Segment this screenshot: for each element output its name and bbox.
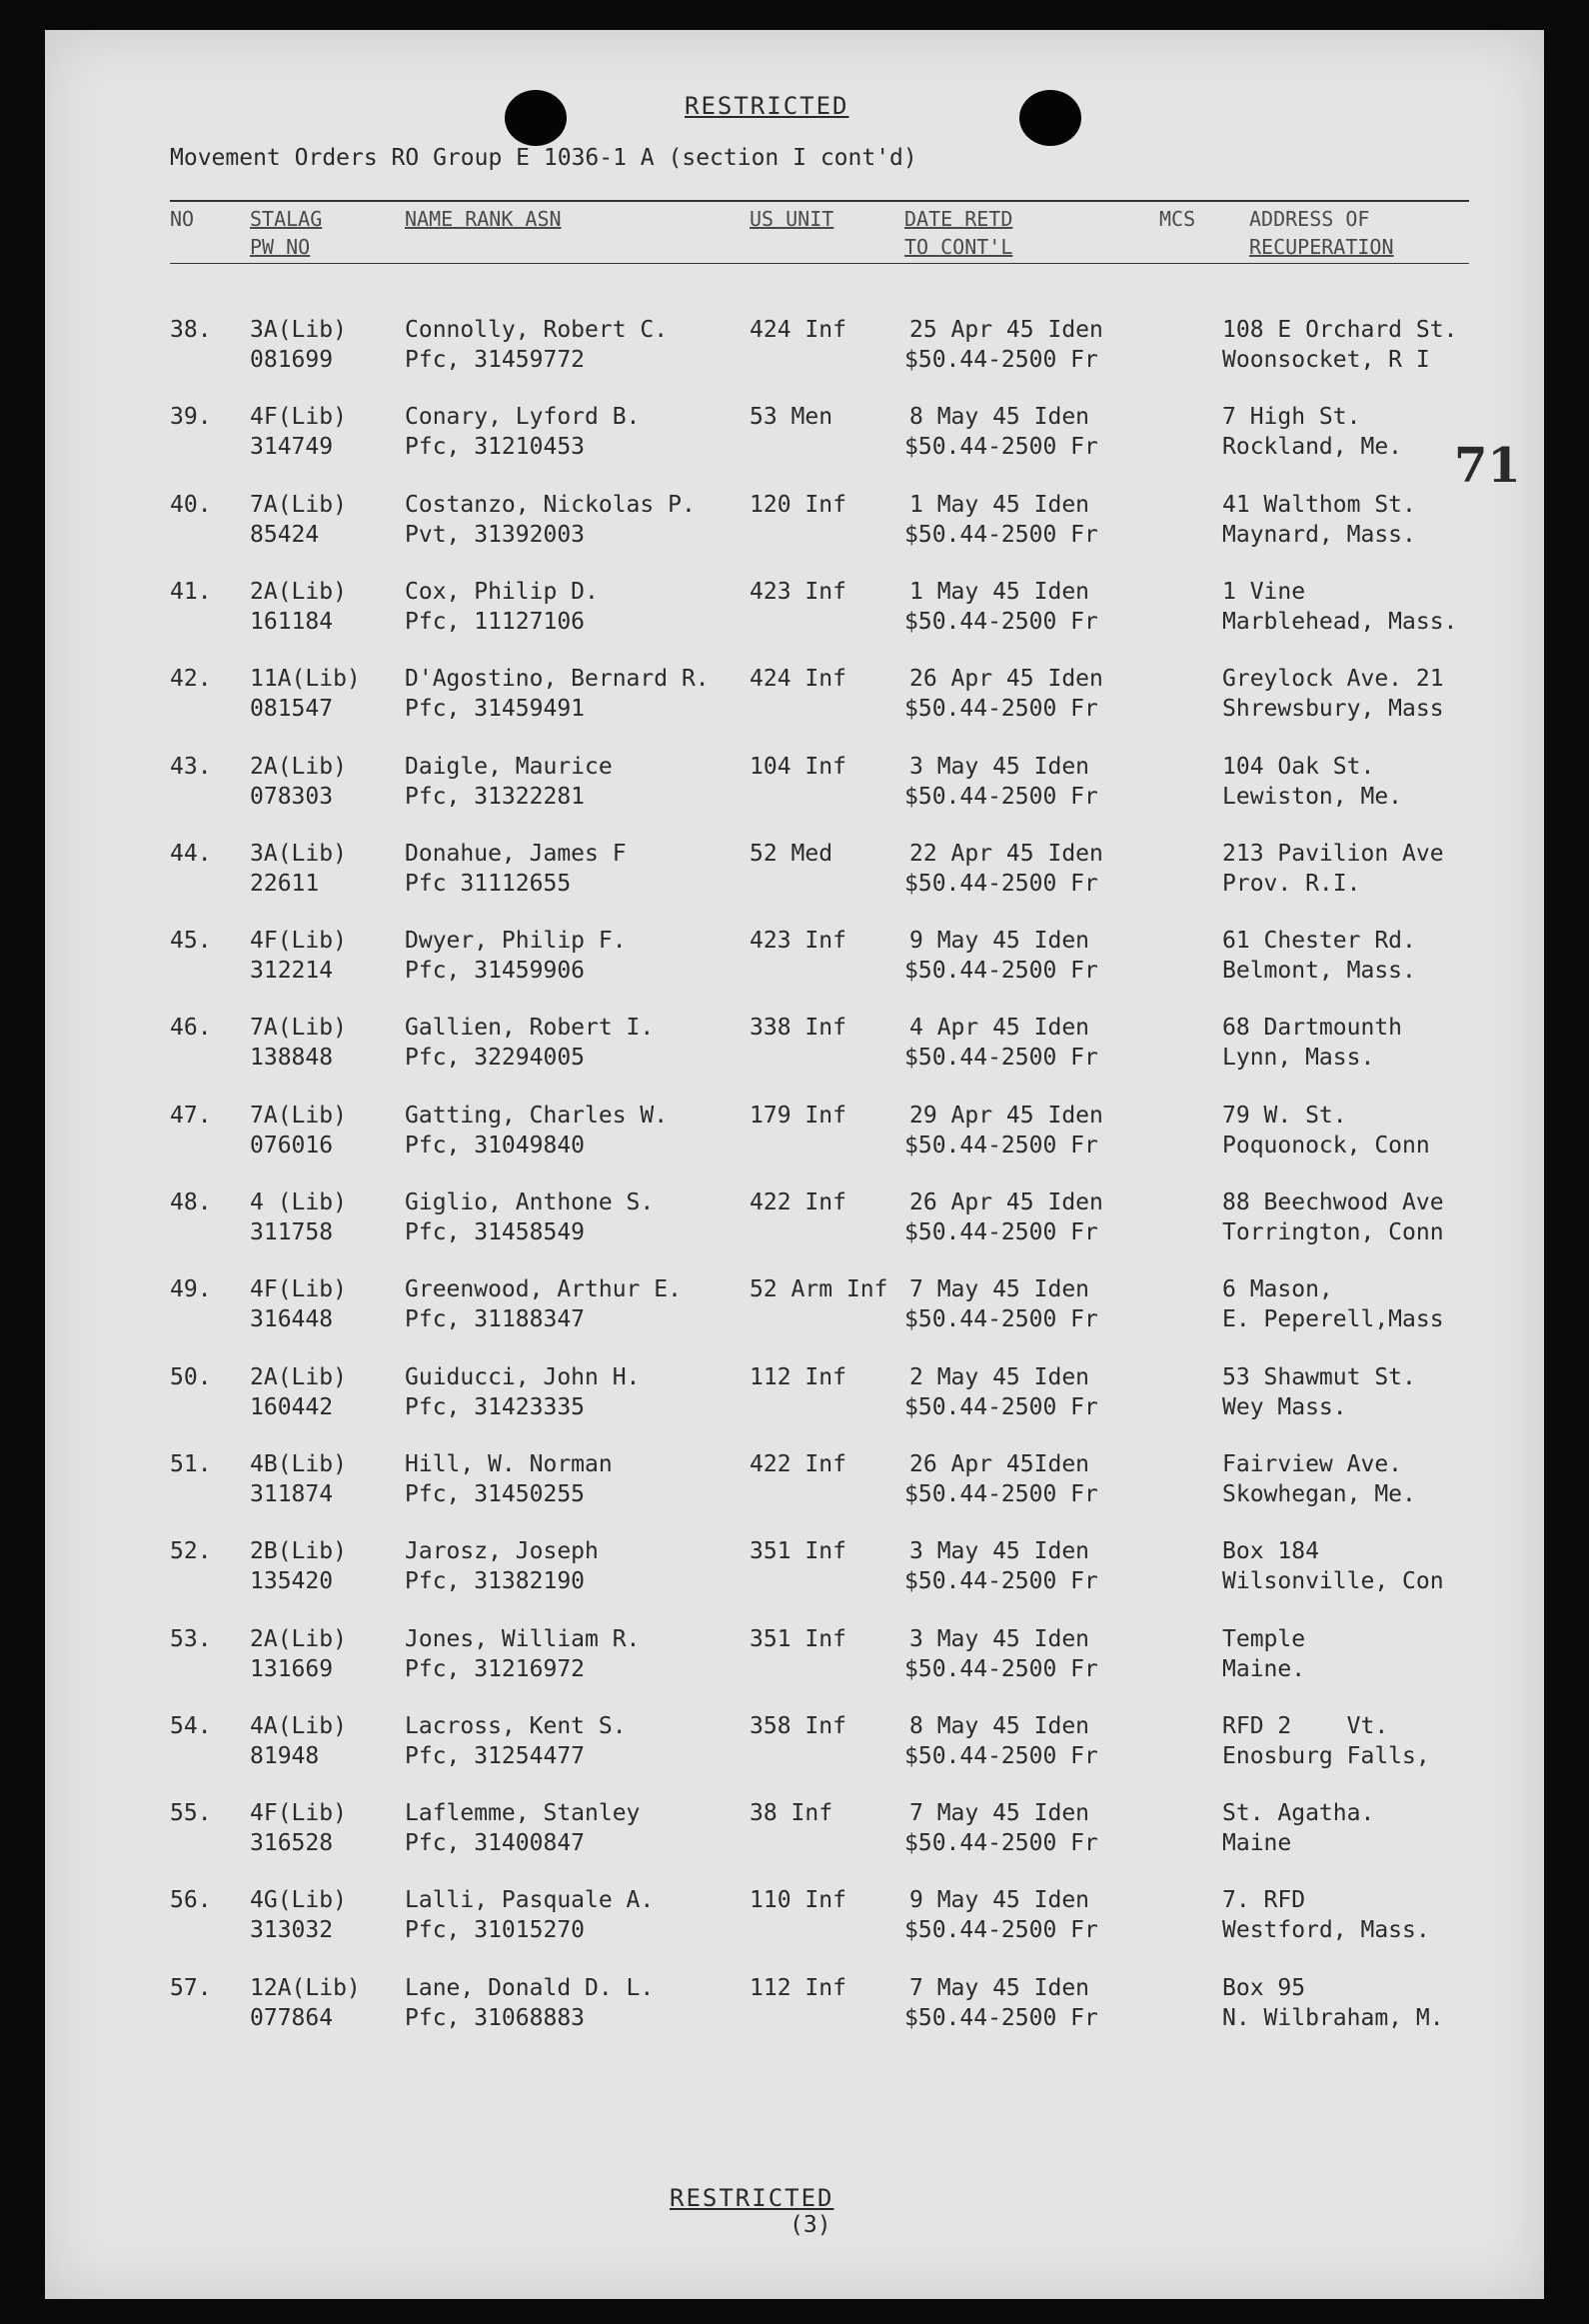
table-row: [45, 926, 1544, 998]
cell-stalag: 4A(Lib): [250, 1712, 347, 1739]
cell-stalag: 12A(Lib): [250, 1974, 361, 2001]
cell-pay: $50.44-2500 Fr: [904, 696, 1098, 723]
cell-pw: 076016: [250, 1132, 334, 1159]
cell-date: 26 Apr 45 Iden: [909, 666, 1103, 693]
cell-unit: 424 Inf: [750, 666, 846, 693]
col-header-unit: US UNIT: [750, 207, 834, 231]
cell-addr2: Woonsocket, R I: [1222, 347, 1430, 373]
cell-date: 1 May 45 Iden: [909, 491, 1090, 518]
cell-rank: Pfc, 31015270: [405, 1917, 586, 1944]
cell-addr1: Box 184: [1222, 1538, 1319, 1565]
cell-unit: 358 Inf: [750, 1712, 846, 1739]
cell-date: 26 Apr 45 Iden: [909, 1189, 1103, 1215]
cell-name: Conary, Lyford B.: [405, 404, 641, 431]
cell-rank: Pfc, 31450255: [405, 1480, 586, 1507]
cell-name: Connolly, Robert C.: [405, 317, 669, 343]
cell-date: 29 Apr 45 Iden: [909, 1102, 1103, 1129]
cell-no: 38.: [170, 317, 212, 343]
cell-name: D'Agostino, Bernard R.: [405, 666, 710, 693]
cell-stalag: 4F(Lib): [250, 1800, 347, 1827]
cell-unit: 104 Inf: [750, 753, 846, 780]
table-row: [45, 1798, 1544, 1870]
cell-date: 8 May 45 Iden: [909, 1712, 1090, 1739]
cell-pw: 22611: [250, 870, 320, 897]
punch-hole-right: [1019, 90, 1081, 146]
cell-no: 57.: [170, 1974, 212, 2001]
table-row: [45, 1013, 1544, 1085]
cell-rank: Pfc, 31049840: [405, 1132, 586, 1159]
table-row: [45, 752, 1544, 824]
col-header-address: ADDRESS OF RECUPERATION: [1249, 207, 1394, 259]
classification-header: RESTRICTED: [685, 92, 849, 120]
punch-hole-left: [505, 90, 567, 146]
cell-addr2: Maynard, Mass.: [1222, 521, 1416, 548]
cell-unit: 424 Inf: [750, 317, 846, 343]
cell-rank: Pfc, 31254477: [405, 1742, 586, 1769]
cell-addr1: 7 High St.: [1222, 404, 1361, 431]
cell-unit: 351 Inf: [750, 1625, 846, 1652]
cell-addr2: Prov. R.I.: [1222, 870, 1361, 897]
cell-date: 8 May 45 Iden: [909, 404, 1090, 431]
cell-addr1: RFD 2 Vt.: [1222, 1712, 1389, 1739]
cell-stalag: 4F(Lib): [250, 404, 347, 431]
cell-addr2: Maine.: [1222, 1655, 1306, 1682]
cell-no: 56.: [170, 1887, 212, 1914]
cell-unit: 351 Inf: [750, 1538, 846, 1565]
cell-no: 42.: [170, 666, 212, 693]
cell-stalag: 2A(Lib): [250, 753, 347, 780]
cell-rank: Pfc, 11127106: [405, 608, 586, 635]
table-row: [45, 402, 1544, 474]
cell-pw: 311874: [250, 1480, 334, 1507]
cell-pay: $50.44-2500 Fr: [904, 958, 1098, 985]
table-row: [45, 577, 1544, 649]
cell-unit: 53 Men: [750, 404, 833, 431]
cell-pw: 314749: [250, 434, 334, 461]
cell-pay: $50.44-2500 Fr: [904, 1045, 1098, 1072]
header-rule-bottom: [170, 263, 1469, 264]
cell-no: 44.: [170, 840, 212, 867]
cell-addr2: Maine: [1222, 1830, 1292, 1857]
cell-addr2: Westford, Mass.: [1222, 1917, 1430, 1944]
cell-no: 50.: [170, 1363, 212, 1390]
cell-stalag: 4F(Lib): [250, 928, 347, 955]
cell-no: 41.: [170, 578, 212, 605]
cell-rank: Pfc, 31459772: [405, 347, 586, 373]
cell-date: 7 May 45 Iden: [909, 1974, 1090, 2001]
cell-rank: Pfc, 31188347: [405, 1306, 586, 1333]
cell-rank: Pfc, 31423335: [405, 1393, 586, 1420]
cell-name: Lane, Donald D. L.: [405, 1974, 655, 2001]
table-row: [45, 1274, 1544, 1346]
cell-name: Gatting, Charles W.: [405, 1102, 669, 1129]
cell-no: 39.: [170, 404, 212, 431]
cell-name: Dwyer, Philip F.: [405, 928, 627, 955]
cell-date: 25 Apr 45 Iden: [909, 317, 1103, 343]
cell-addr1: 79 W. St.: [1222, 1102, 1347, 1129]
cell-no: 54.: [170, 1712, 212, 1739]
cell-name: Daigle, Maurice: [405, 753, 613, 780]
cell-pw: 316528: [250, 1830, 334, 1857]
cell-rank: Pvt, 31392003: [405, 521, 586, 548]
cell-unit: 112 Inf: [750, 1363, 846, 1390]
cell-pay: $50.44-2500 Fr: [904, 1655, 1098, 1682]
cell-unit: 52 Arm Inf: [750, 1276, 888, 1303]
cell-unit: 52 Med: [750, 840, 833, 867]
cell-pw: 078303: [250, 783, 334, 810]
cell-no: 45.: [170, 928, 212, 955]
cell-no: 47.: [170, 1102, 212, 1129]
cell-date: 22 Apr 45 Iden: [909, 840, 1103, 867]
cell-rank: Pfc, 31216972: [405, 1655, 586, 1682]
cell-addr1: 7. RFD: [1222, 1887, 1306, 1914]
cell-name: Hill, W. Norman: [405, 1450, 613, 1477]
cell-addr2: Lynn, Mass.: [1222, 1045, 1375, 1072]
col-header-stalag: STALAG PW NO: [250, 207, 323, 259]
cell-addr2: Wilsonville, Con: [1222, 1568, 1444, 1595]
col-header-name: NAME RANK ASN: [405, 207, 562, 231]
cell-pay: $50.44-2500 Fr: [904, 1219, 1098, 1245]
cell-stalag: 4 (Lib): [250, 1189, 347, 1215]
cell-unit: 338 Inf: [750, 1015, 846, 1042]
table-row: [45, 1362, 1544, 1434]
cell-name: Costanzo, Nickolas P.: [405, 491, 696, 518]
document-page: [45, 30, 1544, 2299]
cell-pay: $50.44-2500 Fr: [904, 1393, 1098, 1420]
cell-stalag: 4G(Lib): [250, 1887, 347, 1914]
cell-stalag: 2A(Lib): [250, 578, 347, 605]
document-subtitle: Movement Orders RO Group E 1036-1 A (section I cont'd): [170, 145, 917, 171]
cell-rank: Pfc, 31068883: [405, 2004, 586, 2031]
cell-addr1: 68 Dartmounth: [1222, 1015, 1403, 1042]
side-page-number: 71: [1454, 438, 1521, 494]
cell-rank: Pfc, 32294005: [405, 1045, 586, 1072]
cell-name: Lalli, Pasquale A.: [405, 1887, 655, 1914]
cell-stalag: 4B(Lib): [250, 1450, 347, 1477]
cell-no: 55.: [170, 1800, 212, 1827]
cell-stalag: 11A(Lib): [250, 666, 361, 693]
cell-no: 46.: [170, 1015, 212, 1042]
cell-pw: 131669: [250, 1655, 334, 1682]
cell-rank: Pfc, 31210453: [405, 434, 586, 461]
table-row: [45, 1187, 1544, 1259]
table-row: [45, 490, 1544, 562]
cell-stalag: 7A(Lib): [250, 1015, 347, 1042]
table-row: [45, 1885, 1544, 1957]
cell-name: Cox, Philip D.: [405, 578, 599, 605]
cell-pay: $50.44-2500 Fr: [904, 783, 1098, 810]
cell-date: 3 May 45 Iden: [909, 1538, 1090, 1565]
cell-name: Giglio, Anthone S.: [405, 1189, 655, 1215]
cell-addr2: Poquonock, Conn: [1222, 1132, 1430, 1159]
cell-rank: Pfc, 31459906: [405, 958, 586, 985]
cell-addr2: Skowhegan, Me.: [1222, 1480, 1416, 1507]
table-row: [45, 1101, 1544, 1172]
cell-addr2: Rockland, Me.: [1222, 434, 1403, 461]
cell-pay: $50.44-2500 Fr: [904, 1480, 1098, 1507]
cell-addr1: 6 Mason,: [1222, 1276, 1333, 1303]
cell-stalag: 4F(Lib): [250, 1276, 347, 1303]
cell-pw: 312214: [250, 958, 334, 985]
cell-stalag: 2A(Lib): [250, 1363, 347, 1390]
table-row: [45, 1536, 1544, 1608]
cell-date: 4 Apr 45 Iden: [909, 1015, 1090, 1042]
cell-rank: Pfc, 31400847: [405, 1830, 586, 1857]
cell-name: Jarosz, Joseph: [405, 1538, 599, 1565]
cell-stalag: 2B(Lib): [250, 1538, 347, 1565]
col-header-mcs: MCS: [1159, 207, 1196, 231]
cell-stalag: 3A(Lib): [250, 840, 347, 867]
cell-pw: 313032: [250, 1917, 334, 1944]
cell-addr1: Fairview Ave.: [1222, 1450, 1403, 1477]
cell-addr1: Temple: [1222, 1625, 1306, 1652]
cell-name: Gallien, Robert I.: [405, 1015, 655, 1042]
cell-unit: 423 Inf: [750, 578, 846, 605]
cell-addr1: 88 Beechwood Ave: [1222, 1189, 1444, 1215]
cell-pay: $50.44-2500 Fr: [904, 1132, 1098, 1159]
cell-name: Lacross, Kent S.: [405, 1712, 627, 1739]
cell-pay: $50.44-2500 Fr: [904, 434, 1098, 461]
cell-date: 9 May 45 Iden: [909, 1887, 1090, 1914]
cell-date: 7 May 45 Iden: [909, 1276, 1090, 1303]
col-header-date: DATE RETD TO CONT'L: [904, 207, 1013, 259]
cell-no: 49.: [170, 1276, 212, 1303]
cell-unit: 422 Inf: [750, 1189, 846, 1215]
cell-pay: $50.44-2500 Fr: [904, 1917, 1098, 1944]
cell-pay: $50.44-2500 Fr: [904, 1306, 1098, 1333]
cell-addr1: Greylock Ave. 21: [1222, 666, 1444, 693]
page-number: (3): [790, 2212, 831, 2238]
cell-unit: 423 Inf: [750, 928, 846, 955]
cell-rank: Pfc, 31322281: [405, 783, 586, 810]
cell-pay: $50.44-2500 Fr: [904, 870, 1098, 897]
cell-no: 51.: [170, 1450, 212, 1477]
cell-pay: $50.44-2500 Fr: [904, 1830, 1098, 1857]
cell-pw: 160442: [250, 1393, 334, 1420]
cell-name: Laflemme, Stanley: [405, 1800, 641, 1827]
cell-pw: 311758: [250, 1219, 334, 1245]
cell-pw: 138848: [250, 1045, 334, 1072]
cell-pw: 81948: [250, 1742, 320, 1769]
cell-rank: Pfc, 31458549: [405, 1219, 586, 1245]
cell-pw: 081547: [250, 696, 334, 723]
cell-pw: 161184: [250, 608, 334, 635]
cell-addr2: Wey Mass.: [1222, 1393, 1347, 1420]
cell-date: 3 May 45 Iden: [909, 1625, 1090, 1652]
cell-name: Greenwood, Arthur E.: [405, 1276, 682, 1303]
cell-date: 9 May 45 Iden: [909, 928, 1090, 955]
cell-no: 40.: [170, 491, 212, 518]
cell-unit: 120 Inf: [750, 491, 846, 518]
cell-pay: $50.44-2500 Fr: [904, 608, 1098, 635]
cell-date: 3 May 45 Iden: [909, 753, 1090, 780]
cell-no: 48.: [170, 1189, 212, 1215]
cell-addr1: St. Agatha.: [1222, 1800, 1375, 1827]
cell-addr1: 104 Oak St.: [1222, 753, 1375, 780]
cell-addr1: 1 Vine: [1222, 578, 1306, 605]
table-row: [45, 1449, 1544, 1521]
cell-addr1: 213 Pavilion Ave: [1222, 840, 1444, 867]
cell-addr2: Torrington, Conn: [1222, 1219, 1444, 1245]
table-row: [45, 1973, 1544, 2045]
cell-rank: Pfc, 31459491: [405, 696, 586, 723]
cell-date: 7 May 45 Iden: [909, 1800, 1090, 1827]
cell-pay: $50.44-2500 Fr: [904, 1742, 1098, 1769]
cell-addr2: N. Wilbraham, M.: [1222, 2004, 1444, 2031]
cell-addr1: 41 Walthom St.: [1222, 491, 1416, 518]
cell-pw: 077864: [250, 2004, 334, 2031]
cell-rank: Pfc 31112655: [405, 870, 572, 897]
cell-name: Donahue, James F: [405, 840, 627, 867]
cell-addr2: Marblehead, Mass.: [1222, 608, 1458, 635]
cell-pw: 135420: [250, 1568, 334, 1595]
cell-rank: Pfc, 31382190: [405, 1568, 586, 1595]
cell-unit: 112 Inf: [750, 1974, 846, 2001]
cell-pay: $50.44-2500 Fr: [904, 521, 1098, 548]
cell-no: 53.: [170, 1625, 212, 1652]
table-row: [45, 1711, 1544, 1783]
cell-date: 1 May 45 Iden: [909, 578, 1090, 605]
cell-stalag: 7A(Lib): [250, 491, 347, 518]
cell-unit: 179 Inf: [750, 1102, 846, 1129]
cell-stalag: 7A(Lib): [250, 1102, 347, 1129]
cell-stalag: 3A(Lib): [250, 317, 347, 343]
cell-pay: $50.44-2500 Fr: [904, 1568, 1098, 1595]
header-rule-top: [170, 200, 1469, 202]
table-row: [45, 315, 1544, 387]
cell-no: 43.: [170, 753, 212, 780]
cell-date: 2 May 45 Iden: [909, 1363, 1090, 1390]
cell-name: Guiducci, John H.: [405, 1363, 641, 1390]
cell-addr2: Belmont, Mass.: [1222, 958, 1416, 985]
cell-addr1: 53 Shawmut St.: [1222, 1363, 1416, 1390]
cell-addr2: Shrewsbury, Mass: [1222, 696, 1444, 723]
cell-addr1: Box 95: [1222, 1974, 1306, 2001]
classification-footer: RESTRICTED: [670, 2184, 834, 2212]
table-row: [45, 664, 1544, 736]
cell-pay: $50.44-2500 Fr: [904, 347, 1098, 373]
cell-addr2: E. Peperell,Mass: [1222, 1306, 1444, 1333]
cell-pw: 316448: [250, 1306, 334, 1333]
cell-unit: 110 Inf: [750, 1887, 846, 1914]
table-row: [45, 839, 1544, 911]
cell-addr2: Lewiston, Me.: [1222, 783, 1403, 810]
cell-addr2: Enosburg Falls,: [1222, 1742, 1430, 1769]
cell-no: 52.: [170, 1538, 212, 1565]
cell-date: 26 Apr 45Iden: [909, 1450, 1090, 1477]
cell-unit: 38 Inf: [750, 1800, 833, 1827]
cell-addr1: 108 E Orchard St.: [1222, 317, 1458, 343]
cell-pay: $50.44-2500 Fr: [904, 2004, 1098, 2031]
cell-name: Jones, William R.: [405, 1625, 641, 1652]
cell-addr1: 61 Chester Rd.: [1222, 928, 1416, 955]
table-row: [45, 1624, 1544, 1696]
cell-stalag: 2A(Lib): [250, 1625, 347, 1652]
cell-pw: 85424: [250, 521, 320, 548]
cell-pw: 081699: [250, 347, 334, 373]
cell-unit: 422 Inf: [750, 1450, 846, 1477]
col-header-no: NO: [170, 207, 195, 231]
